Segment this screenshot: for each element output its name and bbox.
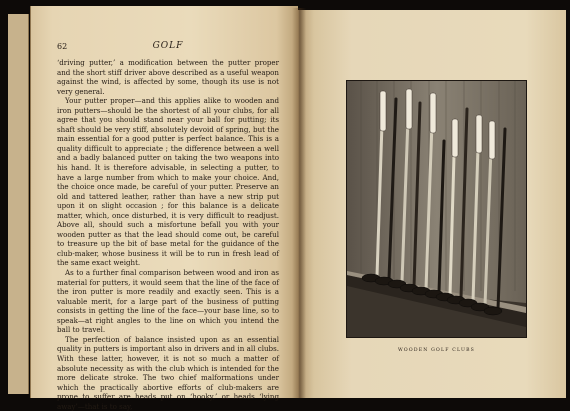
plate-caption: WOODEN GOLF CLUBS (397, 348, 475, 353)
paragraph: Your putter proper—and this applies alike to wooden and iron putters—should be the shortest of all your clubs, for all agree that you should stand near your ball for putting; its shaft should be very stiff, absolutely devoid of spring, but the main essential for a good putter is perfect balance. This is a quality difficult to appreciate ; the difference between a well and a badly balanced putter on taking the two weapons into his hand. It is therefore advisable, in selecting a putter, to have a large number from which to make your choice. And, the choice once made, be careful of your putter. Preserve an old and tattered leather, rather than have a new strip put upon it on slight occasion ; for this balance is a delicate matter, which, once disturbed, it is very difficult to readjust. Above all, should such a misfortune befall you with your wooden putter as that the lead should come out, be careful to treasure up the bit of base metal for the guidance of the club-maker, whose business it will be to run in fresh lead of the same exact weight. (57, 96, 279, 268)
paragraph: As to a further final comparison between wood and iron as material for putters, it would seem that the line of the face of the iron putter is more readily and exactly seen. This is a valuable merit, for a large part of the business of putting consists in getting the line of the face—your base line, so to speak—at right angles to the line on which you intend the ball to travel. (57, 268, 279, 335)
illustration-plate (346, 80, 527, 338)
page-number: 62 (57, 42, 68, 51)
book-gutter (292, 8, 306, 398)
paragraph: The perfection of balance insisted upon as an essential quality in putters is important also in drivers and in all clubs. With these latter, however, it is not so much a matter of absolute necessity as with the club which is intended for the more delicate stroke. The two chief malformations under which the practically abortive efforts of club-makers are prone to suffer are heads put on ‘hooky,’ or heads ‘lying away’—that is to say, (57, 334, 279, 411)
page-edge (23, 14, 29, 394)
running-title: GOLF (152, 41, 184, 51)
paragraph: ‘driving putter,’ a modification between the putter proper and the short stiff driver above described as a useful weapon against the wind, is affected by some, though its use is not very general. (57, 58, 279, 96)
body-text (57, 58, 279, 411)
golf-clubs-illustration (347, 81, 526, 337)
page-header (57, 42, 279, 54)
